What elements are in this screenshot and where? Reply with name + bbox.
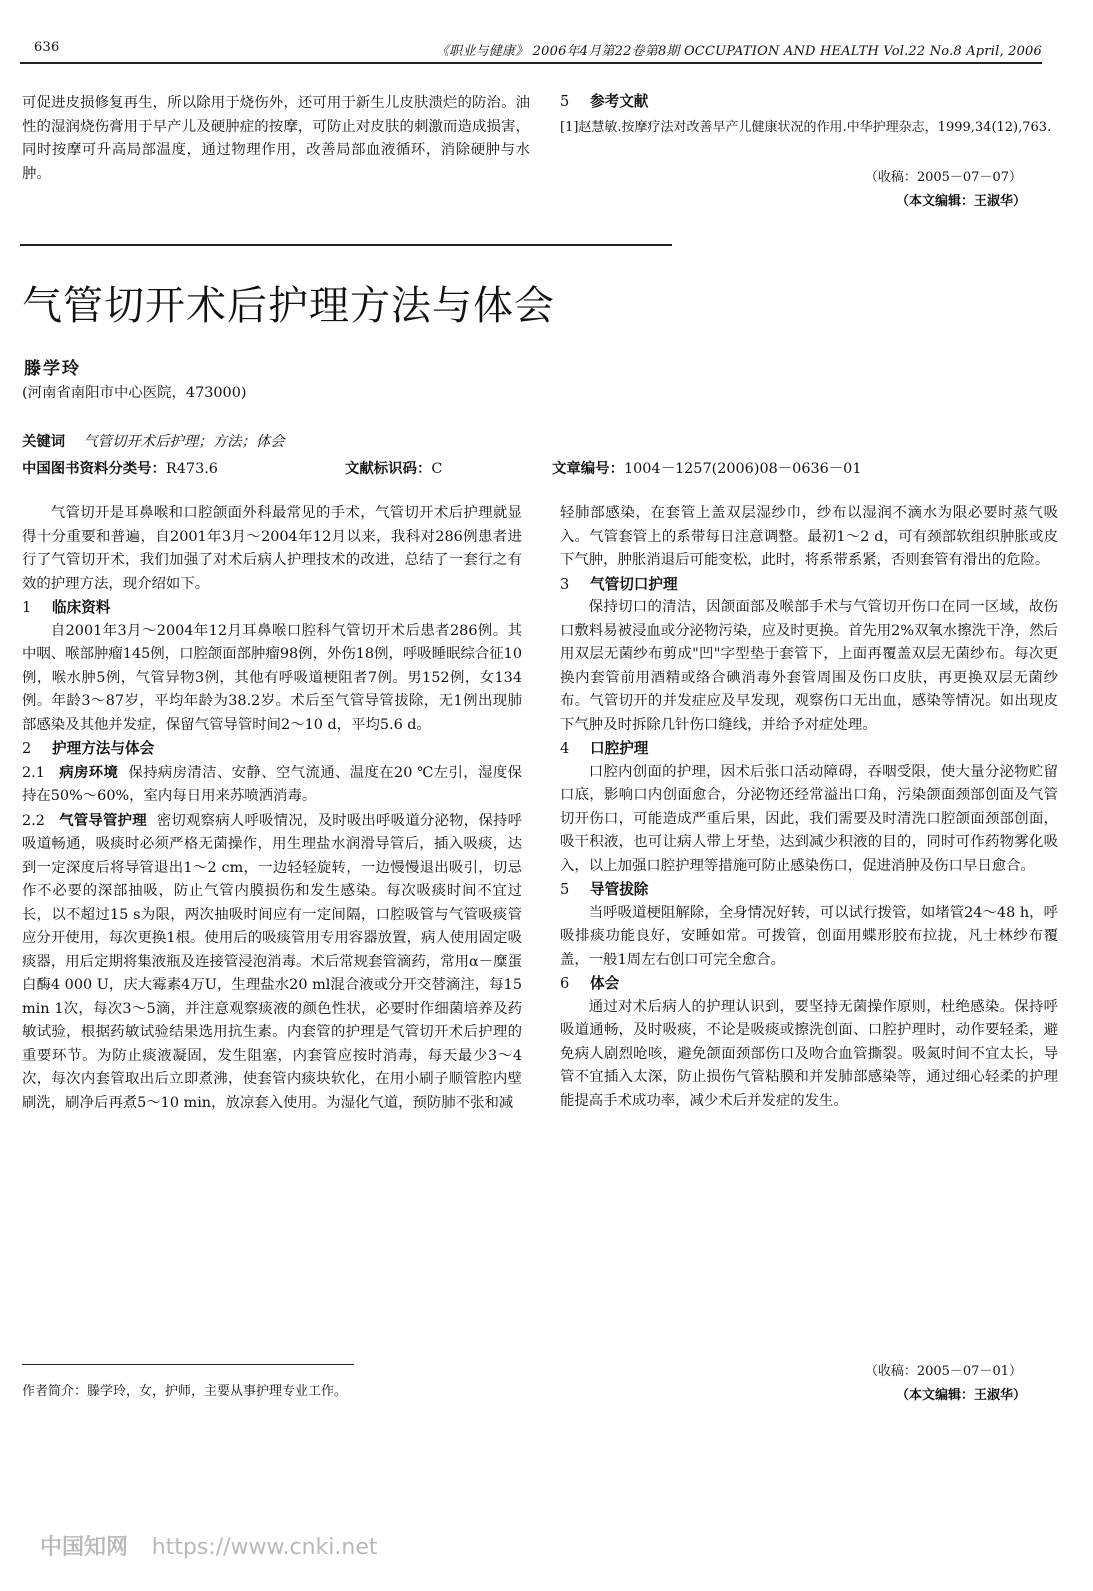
section-3-heading: 3 气管切口护理 bbox=[560, 575, 678, 593]
prev-article-paragraph: 可促进皮损修复再生，所以除用于烧伤外，还可用于新生儿皮肤溃烂的防治。油性的湿润烧伤膏用于早产儿及硬肿症的按摩，可防止对皮肤的刺激而造成损害，同时按摩可升高局部温度，通过物理作用，改善局部血液循环，消除硬肿与水肿。 bbox=[22, 95, 530, 182]
header-rule bbox=[20, 62, 1042, 64]
author-name: 滕学玲 bbox=[24, 359, 81, 379]
section-2-1: 2.1 病房环境 保持病房清洁、安静、空气流通、温度在20 ℃左引，湿度保持在50%～60%，室内每日用来苏喷洒消毒。 bbox=[22, 763, 522, 804]
footnote-rule bbox=[22, 1364, 354, 1365]
section-5-heading: 5 导管拔除 bbox=[560, 881, 649, 898]
page-number: 636 bbox=[34, 40, 60, 55]
doc-code-label: 文献标识码： bbox=[345, 460, 432, 477]
article-no-value: 1004－1257(2006)08－0636－01 bbox=[623, 461, 862, 477]
continued-paragraph: 轻肺部感染，在套管上盖双层湿纱巾，纱布以湿润不滴水为限必要时蒸气吸入。气管套管上的系带每日注意调整。最初1～2 d，可有颈部软组织肿胀或皮下气肿，肿胀消退后可能变松，此时，将系带系紧，否则套管有滑出的危险。 bbox=[560, 505, 1058, 568]
left-column bbox=[22, 502, 522, 1115]
clc-number bbox=[22, 457, 218, 478]
reference-1: [1]赵慧敏.按摩疗法对改善早产儿健康状况的作用.中华护理杂志，1999,34(12),763. bbox=[560, 120, 1052, 135]
doc-code-value: C bbox=[431, 461, 443, 477]
editor-credit: （本文编辑：王淑华） bbox=[895, 1388, 1026, 1403]
author-affiliation: (河南省南阳市中心医院，473000) bbox=[22, 385, 247, 401]
right-column bbox=[560, 502, 1058, 1113]
references-title: 参考文献 bbox=[590, 93, 649, 110]
article-title: 气管切开术后护理方法与体会 bbox=[22, 283, 555, 329]
cnki-watermark bbox=[40, 1530, 378, 1561]
section-1-heading: 1 临床资料 bbox=[22, 599, 111, 616]
references-number: 5 bbox=[560, 93, 570, 110]
document-code bbox=[345, 457, 442, 478]
section-5-text: 当呼吸道梗阻解除，全身情况好转，可以试行拨管，如堵管24～48 h，呼吸排痰功能良好，安睡如常。可拨管，创面用蝶形胶布拉拢，凡士林纱布覆盖，一般1周左右创口可完全愈合。 bbox=[560, 904, 1058, 968]
keywords-label: 关键词 bbox=[22, 433, 66, 450]
references-heading bbox=[560, 90, 1040, 114]
author-note: 作者简介：滕学玲，女，护师，主要从事护理专业工作。 bbox=[22, 1384, 348, 1399]
clc-value: R473.6 bbox=[165, 461, 218, 477]
intro-paragraph: 气管切开是耳鼻喉和口腔颌面外科最常见的手术，气管切开术后护理就显得十分重要和普遍，自2001年3月～2004年12月以来，我科对286例患者进行了气管切开术，我们加强了对术后病人护理技术的改进，总结了一套行之有效的护理方法，现介绍如下。 bbox=[22, 505, 522, 592]
section-2-heading: 2 护理方法与体会 bbox=[22, 740, 155, 757]
section-2-2: 2.2 气管导管护理 密切观察病人呼吸情况，及时吸出呼吸道分泌物，保持呼吸道畅通，吸痰时必须严格无菌操作，用生理盐水润滑导管后，插入吸痰，达到一定深度后将导管退出1～2 cm，一边轻轻旋转，一边慢慢退出吸引，切忌作不必要的深部抽吸，防止气管内膜损伤和发生感染。每次吸痰时间不宜过长，以不超过15 s为限，两次抽吸时间应有一定间隔，口腔吸管与气管吸痰管应分开使用，每次更换1根。使用后的吸痰管用专用容器放置，病人使用固定吸痰器，用后定期将集液瓶及连接管浸泡消毒。术后常规套管滴药，常用α－糜蛋白酶4 000 U，庆大霉素4万U，生理盐水20 ml混合液或分开交替滴注，每15 min 1次，每次3～5滴，并注意观察痰液的颜色性状，必要时作细菌培养及药敏试验，根据药敏试验结果选用抗生素。内套管的护理是气管切开术后护理的重要环节。为防止痰液凝固，发生阻塞，内套管应按时消毒，每天最少3～4次，每次内套管取出后立即煮沸，使套管内痰块软化，在用小刷子顺管腔内壁刷洗，刷净后再煮5～10 min，放凉套入使用。为湿化气道，预防肺不张和减 bbox=[22, 811, 522, 1111]
article-separator-rule bbox=[20, 244, 672, 246]
journal-running-header: 《职业与健康》 2006年4月第22卷第8期 OCCUPATION AND HEALTH Vol.22 No.8 April, 2006 bbox=[435, 44, 1042, 59]
prev-received-date: （收稿：2005－07－07） bbox=[864, 170, 1022, 185]
section-3-text: 保持切口的清洁，因颌面部及喉部手术与气管切开伤口在同一区域，故伤口敷料易被浸血或分泌物污染，应及时更换。首先用2%双氧水擦洗干净，然后用双层无菌纱布剪成"凹"字型垫于套管下，上面再覆盖双层无菌纱布。每次更换内套管前用酒精或络合碘消毒外套管周围及伤口皮肤，再更换双层无菌纱布。气管切开的并发症应及早发现，观察伤口无出血，感染等情况。如出现皮下气肿及时拆除几针伤口缝线，并给予对症处理。 bbox=[560, 599, 1058, 733]
article-no-label: 文章编号： bbox=[552, 460, 624, 477]
watermark-site-name: 中国知网 bbox=[40, 1535, 129, 1560]
clc-label: 中国图书资料分类号： bbox=[22, 460, 166, 477]
section-6-text: 通过对术后病人的护理认识到，要坚持无菌操作原则，杜绝感染。保持呼吸道通畅，及时吸痰，不论是吸痰或擦洗创面、口腔护理时，动作要轻柔，避免病人剧烈呛咳，避免颌面颈部伤口及吻合血管撕裂。吸氮时间不宜太长，导管不宜插入太深，防止损伤气管粘膜和并发肺部感染等，通过细心轻柔的护理能提高手术成功率，减少术后并发症的发生。 bbox=[560, 998, 1058, 1109]
received-date: （收稿：2005－07－01） bbox=[864, 1364, 1022, 1379]
keywords-value: 气管切开术后护理；方法；体会 bbox=[83, 434, 285, 450]
section-4-text: 口腔内创面的护理，因术后张口活动障碍，吞咽受限，使大量分泌物贮留口底，影响口内创面愈合，分泌物还经常溢出口角，污染颌面颈部创面及气管切开伤口，可能造成严重后果，因此，我们需要及时清洗口腔颌面颈部创面，吸干积液，也可让病人带上牙垫，达到减少积液的目的，同时可作药物雾化吸入，以上加强口腔护理等措施可防止感染伤口，促进消肿及伤口早日愈合。 bbox=[560, 763, 1058, 874]
section-6-heading: 6 体会 bbox=[560, 975, 620, 992]
keywords-line bbox=[22, 430, 285, 451]
article-number bbox=[552, 457, 862, 478]
prev-editor: （本文编辑：王淑华） bbox=[895, 194, 1026, 209]
watermark-url: https://www.cnki.net bbox=[151, 1535, 378, 1560]
section-1-text: 自2001年3月～2004年12月耳鼻喉口腔科气管切开术后患者286例。其中咽、喉部肿瘤145例，口腔颌面部肿瘤98例，外伤18例，呼吸睡眠综合征10例，喉水肿5例，气管异物3例，其他有呼吸道梗阻者7例。男152例，女134例。年龄3～87岁，平均年龄为38.2岁。术后至气管导管拔除，无1例出现肺部感染及其他并发症，保留气管导管时间2～10 d，平均5.6 d。 bbox=[22, 622, 522, 733]
section-4-heading: 4 口腔护理 bbox=[560, 740, 649, 757]
